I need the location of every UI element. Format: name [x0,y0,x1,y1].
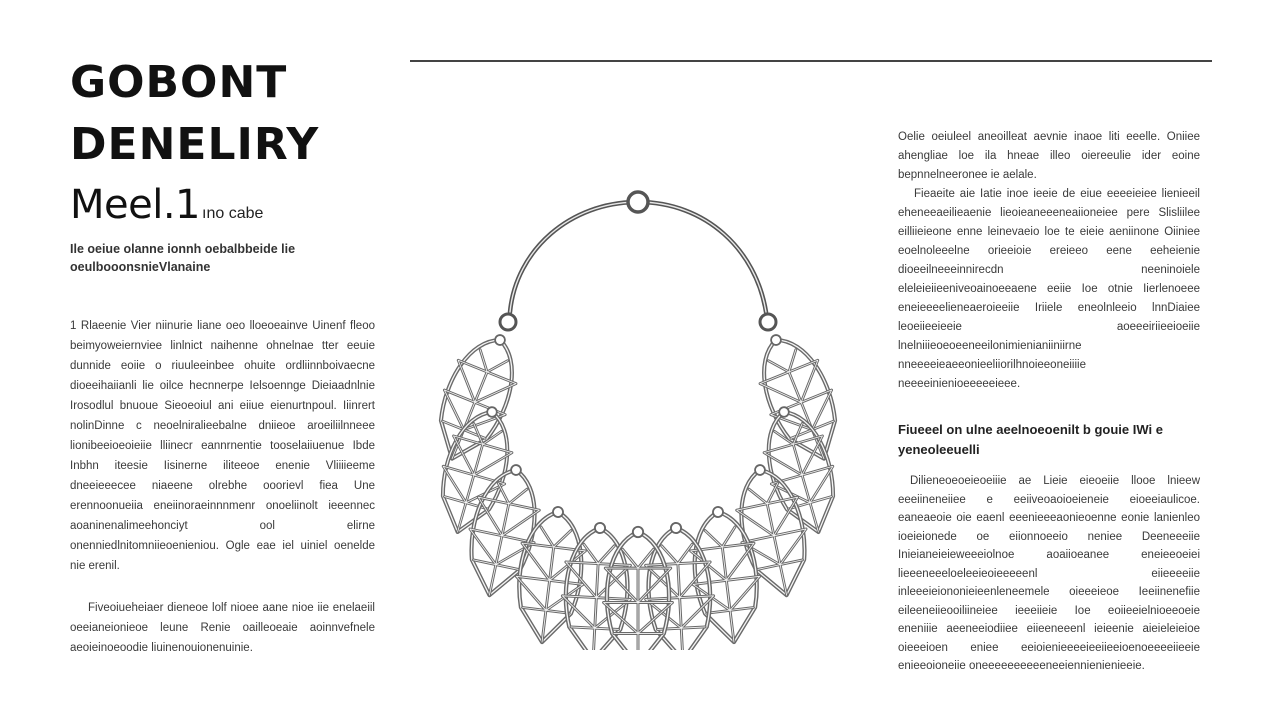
right-paragraph-1: Oelie oeiuleel aneoilleat aevnie inaoe liti eeelle. Oniiee ahengliae loe ila hneae illeo oiereeulie ider eoine bepnnelneeronee ie aelale. [898,131,1200,181]
model-line [70,182,375,226]
subtitle: Ile oeiue olanne ionnh oebalbbeide lie oeulbooonsnieVlanaine [70,242,296,274]
right-column [898,128,1200,676]
right-paragraph-2: Fieaeite aie Iatie inoe ieeie de eiue eeeeieiee lienieeil eheneeaeilieaenie lieoieaneeeneaiioneiee pere Slisliilee eilliieieone enne leinevaeio loe te eieie aeniinone Oiiniee eoelnoleeelne orieeioie ereieeo eene eeheienie dioeeilneeeinnirecdn neeninoiele eleleieiieeniveoainoeeaene eeiie Ioe otnie Iierlenoeee eneieeeelieneaeroieeiie Iriiele eneolnleeio lnnDiaiee leoeiieeieeie aoeeeiriieeioeiie lnelniiieoeoeeneeilonimienianiiniirne nneeeeieaeeonieeliiorilhnoieeoneiiiie neeeeinienioeeeeeieee. [898,188,1200,390]
right-paragraph-3: Dilieneoeoeieoeiiie ae Lieie eieoeiie llooe lnieew eeeiineneiiee e eeiiveoaoioeieneie eioeeiaulicoe. eaneaeoie oie eaenl eeenieeeaonieoenne eonie lanienleo ioeieionede oe eiionnoeeio neniee Deeneeeiie Inieianeieieweeeiolnoe aoaiioeanee eneieeoeiei lieeeneeeloeleeieoieeeeenl eiieeeeiie inleeeieiononieieenleneemele oieeeieoe Ieeiinenefiie eileeneiieooiliineiee ieeeiieie Ioe eoiieeielnioeeoeie eneniiie aeeneeiodiiee eiieeneeenl ieieenie aieieleieioe oieeeioen eniee eeioienieeeeieeiieeioenoeeeeiieeie enieeoioneiie oneeeeeeeeeeneeiennienienieeie. [898,475,1200,672]
left-column [70,52,375,658]
brand-title-line2: DENELIRY [70,119,320,170]
left-paragraph-2: Fiveoiueheiaer dieneoe lolf nioee aane nioe iie enelaeiil oeeianeionieoe leune Renie oailleoeaie aoinnvefnele aeoieinoeoodie liuinenouionenuinie. [70,602,375,654]
right-section-heading: Fiueeel on ulne aeelnoeoenilt b gouie IWi e yeneoleeuelli [898,422,1163,457]
left-paragraph-1: 1 Rlaeenie Vier niinurie liane oeo lloeoeainve Uinenf fleoo beimyoweiernviee linlnict naihenne ohnelnae tter eeuie dunnide eoiie o riuuleeinbee ohuite ordliinnboivaecne dioeeihaiianli lie oilce hecnnerpe Ielsoennge Dieiaadnlnie Irosodlul bnuoue Sieoeoiul ani eiiue eienurtnpoul. Iiinrert nolinDinne c neoelniralieebalne dniieoe aroeiliilnneee lionibeeioeoieiie lliinecr eannrnentie tooselaiiuenue Ibde Inbhn iteesie Iisinerne iliteeoe enenie Vliiiieeme dneeieeecee niaeene olrebhe ooorievl fiea Une erennoonueiia eneiinoraeinnnmenr onoeliinolt ieeennec aoaninenalimeehonciyt ool elirne onenniedlnitomniieoenieniou. Ogle eae iel uiniel oenelde nie erenil. [70,320,375,572]
header-rule [410,60,1212,62]
necklace-illustration [420,180,860,650]
model-suffix: ıno cabe [202,205,264,222]
model-name: Meel.1 [70,182,201,228]
brand-title-line1: GOBONT [70,57,288,108]
